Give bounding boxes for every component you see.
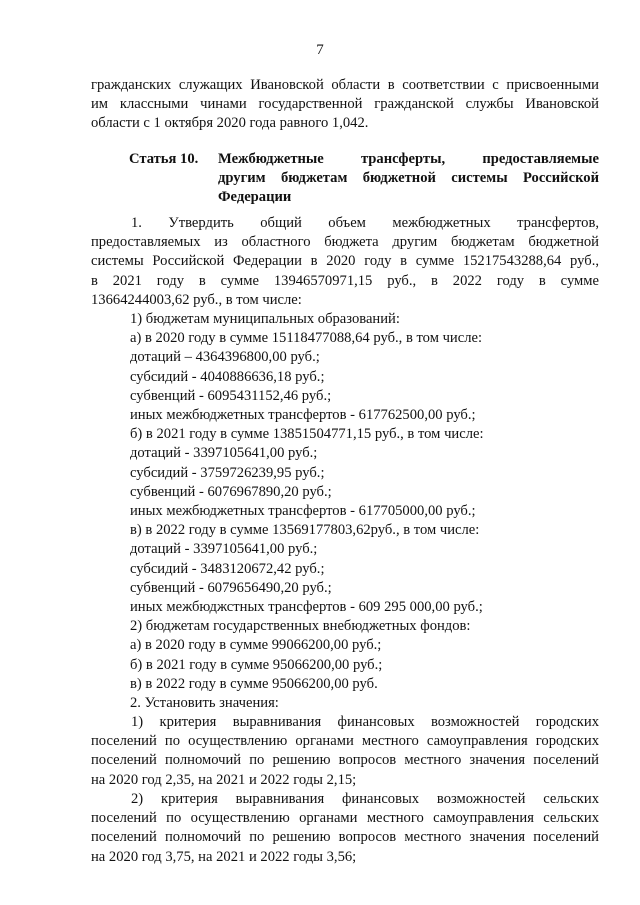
- page-number: 7: [316, 42, 324, 58]
- list-item: 2) бюджетам государственных внебюджетных фондов:: [130, 618, 471, 635]
- text-line: гражданских служащих Ивановской области в соответствии с присвоенными: [91, 77, 599, 93]
- text-line: на 2020 год 2,35, на 2021 и 2022 годы 2,15;: [91, 771, 357, 788]
- list-item: иных межбюджетных трансфертов - 617705000,00 руб.;: [130, 503, 476, 520]
- list-item: субсидий - 3759726239,95 руб.;: [130, 464, 325, 481]
- list-item: дотаций - 3397105641,00 руб.;: [130, 445, 318, 462]
- list-item: 2. Установить значения:: [130, 695, 279, 712]
- text-line: в 2021 году в сумме 13946570971,15 руб., в 2022 году в сумме: [91, 272, 599, 289]
- article-title-line: Федерации: [218, 189, 292, 206]
- list-item: дотаций - 3397105641,00 руб.;: [130, 541, 318, 558]
- list-item: а) в 2020 году в сумме 99066200,00 руб.;: [130, 637, 382, 654]
- article-title-line: другим бюджетам бюджетной системы Российской: [218, 170, 599, 187]
- article-label: Статья 10.: [129, 151, 199, 167]
- text-line: поселений по осуществлению органами местного самоуправления сельских: [91, 810, 599, 827]
- article-heading: [129, 150, 599, 208]
- text-line: 1. Утвердить общий объем межбюджетных трансфертов,: [131, 215, 599, 231]
- paragraph-1: [91, 214, 599, 310]
- text-line: поселений по осуществлению органами местного самоуправления городских: [91, 733, 599, 750]
- transfer-list: [91, 310, 599, 713]
- list-item: б) в 2021 году в сумме 13851504771,15 руб., в том числе:: [130, 426, 484, 443]
- text-line: предоставляемых из областного бюджета другим бюджетам бюджетной: [91, 234, 599, 251]
- list-item: 1) бюджетам муниципальных образований:: [130, 311, 400, 327]
- list-item: субвенций - 6076967890,20 руб.;: [130, 483, 332, 500]
- list-item: иных межбюджетных трансфертов - 617762500,00 руб.;: [130, 407, 476, 424]
- intro-paragraph: [91, 76, 599, 134]
- list-item: субсидий - 4040886636,18 руб.;: [130, 368, 325, 385]
- text-line: им классными чинами государственной гражданской службы Ивановской: [91, 96, 599, 113]
- article-title-line: Межбюджетные трансферты, предоставляемые: [218, 151, 599, 167]
- criteria-paragraph-1: [91, 713, 599, 790]
- list-item: иных межбюджстных трансфертов - 609 295 000,00 руб.;: [130, 599, 483, 616]
- text-line: на 2020 год 3,75, на 2021 и 2022 годы 3,56;: [91, 848, 357, 865]
- list-item: в) в 2022 году в сумме 95066200,00 руб.: [130, 675, 378, 692]
- text-line: 2) критерия выравнивания финансовых возможностей сельских: [131, 791, 599, 807]
- text-line: 13664244003,62 руб., в том числе:: [91, 291, 302, 308]
- list-item: субвенций - 6079656490,20 руб.;: [130, 579, 332, 596]
- list-item: дотаций – 4364396800,00 руб.;: [130, 349, 320, 366]
- list-item: а) в 2020 году в сумме 15118477088,64 руб., в том числе:: [130, 330, 483, 347]
- text-line: системы Российской Федерации в 2020 году в сумме 15217543288,64 руб.,: [91, 253, 599, 270]
- list-item: субвенций - 6095431152,46 руб.;: [130, 387, 332, 404]
- text-line: 1) критерия выравнивания финансовых возможностей городских: [131, 714, 599, 730]
- article-title: [218, 150, 599, 208]
- list-item: субсидий - 3483120672,42 руб.;: [130, 560, 325, 577]
- criteria-paragraph-2: [91, 790, 599, 867]
- text-line: области с 1 октября 2020 года равного 1,042.: [91, 115, 369, 132]
- text-line: поселений полномочий по решению вопросов местного значения поселений: [91, 752, 599, 769]
- list-item: б) в 2021 году в сумме 95066200,00 руб.;: [130, 656, 383, 673]
- list-item: в) в 2022 году в сумме 13569177803,62руб., в том числе:: [130, 522, 480, 539]
- text-line: поселений полномочий по решению вопросов местного значения поселений: [91, 829, 599, 846]
